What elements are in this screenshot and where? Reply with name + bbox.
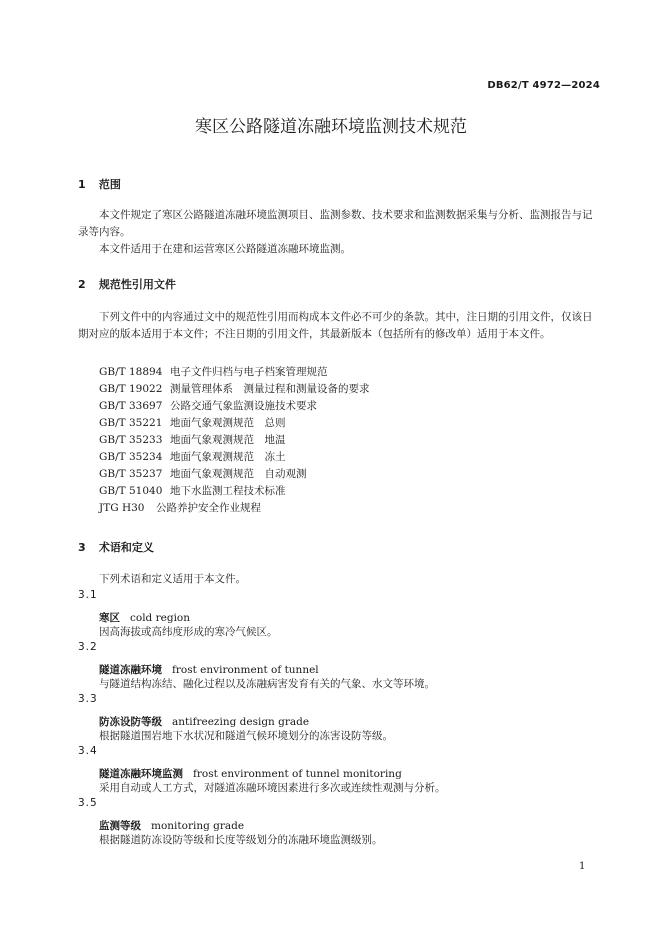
term-english: monitoring grade	[151, 820, 245, 832]
term-definition: 根据隧道防冻设防等级和长度等级划分的冻融环境监测级别。	[99, 834, 383, 846]
reference-title: 公路养护安全作业规程	[156, 502, 261, 514]
term-heading	[99, 814, 244, 833]
reference-item	[99, 415, 286, 430]
term-english: frost environment of tunnel monitoring	[193, 768, 402, 780]
term-english: cold region	[130, 612, 191, 624]
section-number: 2	[78, 278, 86, 291]
reference-title: 地面气象观测规范 冻土	[170, 451, 286, 463]
reference-code: GB/T 35221	[99, 417, 163, 429]
standard-number: DB62/T 4972—2024	[487, 80, 600, 91]
reference-code: GB/T 35233	[99, 434, 163, 446]
document-title: 寒区公路隧道冻融环境监测技术规范	[195, 117, 467, 137]
reference-code: GB/T 35234	[99, 451, 163, 463]
section-number: 1	[78, 178, 86, 191]
term-definition: 根据隧道围岩地下水状况和隧道气候环境划分的冻害设防等级。	[99, 730, 393, 742]
reference-item	[99, 483, 286, 498]
reference-title: 地下水监测工程技术标准	[170, 485, 286, 497]
reference-title: 公路交通气象监测设施技术要求	[170, 400, 317, 412]
reference-code: GB/T 35237	[99, 468, 163, 480]
term-definition: 与隧道结构冻结、融化过程以及冻融病害发育有关的气象、水文等环境。	[99, 678, 435, 690]
reference-item	[99, 500, 261, 515]
term-english: antifreezing design grade	[172, 716, 310, 728]
term-chinese: 寒区	[99, 612, 120, 624]
reference-item	[99, 432, 286, 447]
term-chinese: 隧道冻融环境	[99, 664, 162, 676]
term-number: 3.3	[78, 693, 98, 705]
term-chinese: 监测等级	[99, 820, 141, 832]
term-heading	[99, 710, 309, 729]
terms-intro: 下列术语和定义适用于本文件。	[99, 573, 246, 585]
term-definition: 因高海拔或高纬度形成的寒冷气候区。	[99, 626, 278, 638]
term-heading	[99, 606, 190, 625]
reference-title: 电子文件归档与电子档案管理规范	[170, 366, 328, 378]
section-number: 3	[78, 541, 86, 554]
reference-item	[99, 364, 328, 379]
page-number: 1	[579, 861, 586, 872]
reference-title: 测量管理体系 测量过程和测量设备的要求	[170, 383, 370, 395]
reference-title: 地面气象观测规范 自动观测	[170, 468, 307, 480]
term-number: 3.1	[78, 589, 98, 601]
reference-code: JTG H30	[99, 502, 145, 514]
term-chinese: 防冻设防等级	[99, 716, 162, 728]
section-title: 范围	[98, 178, 121, 191]
reference-code: GB/T 33697	[99, 400, 163, 412]
term-english: frost environment of tunnel	[172, 664, 319, 676]
term-heading	[99, 658, 319, 677]
paragraph: 本文件规定了寒区公路隧道冻融环境监测项目、监测参数、技术要求和监测数据采集与分析、监测报告与记录等内容。	[78, 209, 593, 238]
reference-code: GB/T 51040	[99, 485, 163, 497]
reference-title: 地面气象观测规范 地温	[170, 434, 286, 446]
section-heading-terms-and-definitions	[78, 539, 154, 555]
reference-item	[99, 449, 286, 464]
section-heading-scope	[78, 176, 121, 192]
term-number: 3.2	[78, 641, 98, 653]
reference-title: 地面气象观测规范 总则	[170, 417, 286, 429]
term-chinese: 隧道冻融环境监测	[99, 768, 183, 780]
section-title: 规范性引用文件	[98, 278, 176, 291]
section-heading-normative-references	[78, 276, 176, 292]
paragraph: 本文件适用于在建和运营寒区公路隧道冻融环境监测。	[99, 243, 351, 255]
reference-code: GB/T 19022	[99, 383, 163, 395]
reference-item	[99, 466, 307, 481]
reference-item	[99, 398, 317, 413]
paragraph: 下列文件中的内容通过文中的规范性引用而构成本文件必不可少的条款。其中，注日期的引用文件，仅该日期对应的版本适用于本文件；不注日期的引用文件，其最新版本（包括所有的修改单）适用于本文件。	[78, 311, 593, 340]
term-number: 3.5	[78, 797, 98, 809]
section-title: 术语和定义	[98, 541, 154, 554]
reference-item	[99, 381, 370, 396]
term-number: 3.4	[78, 745, 98, 757]
term-definition: 采用自动或人工方式，对隧道冻融环境因素进行多次或连续性观测与分析。	[99, 782, 446, 794]
reference-code: GB/T 18894	[99, 366, 163, 378]
term-heading	[99, 762, 402, 781]
